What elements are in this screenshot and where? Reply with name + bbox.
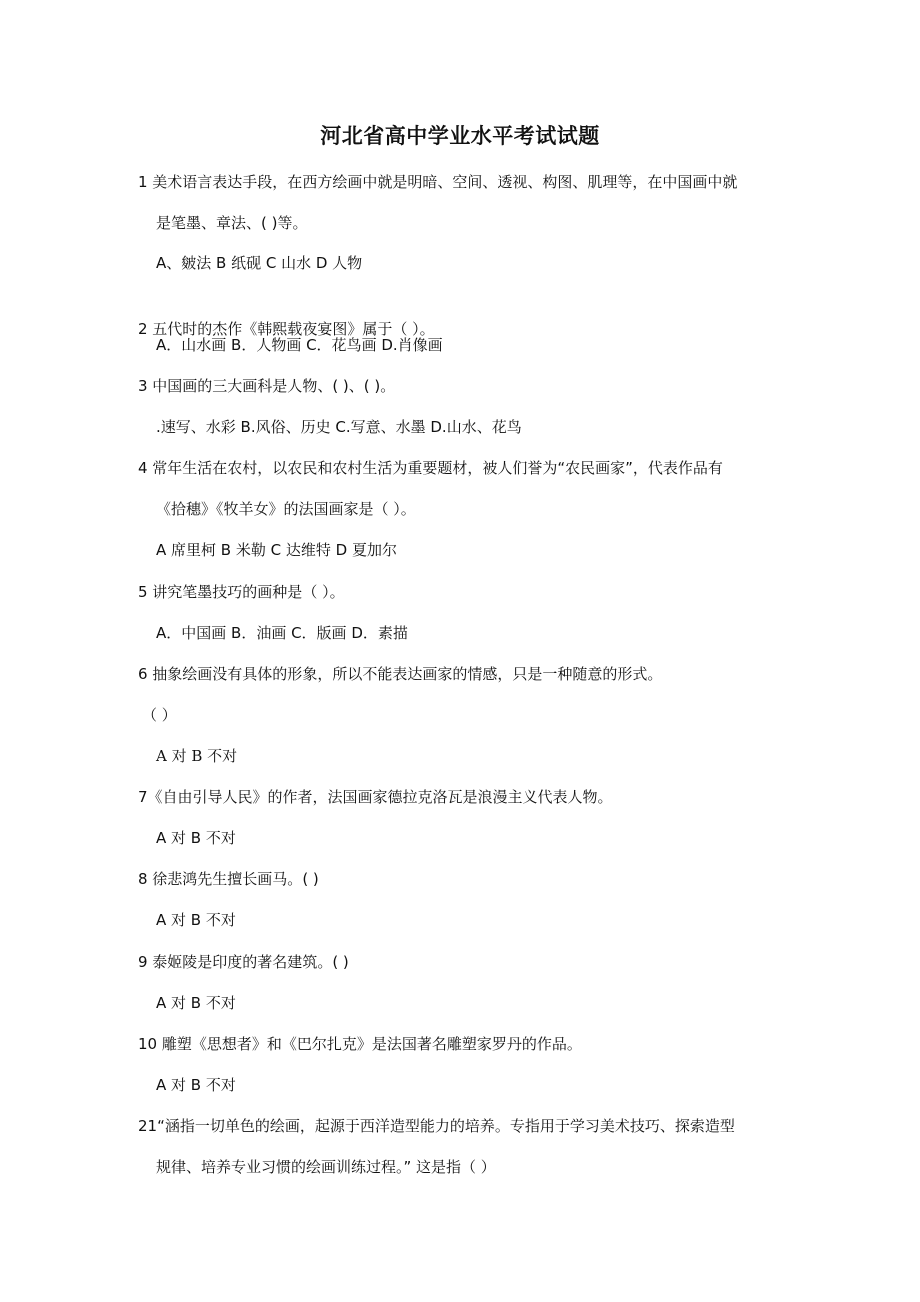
question-4-options: A 席里柯 B 米勒 C 达维特 D 夏加尔: [156, 541, 397, 559]
question-21-line-2: 规律、培养专业习惯的绘画训练过程。” 这是指（ ）: [156, 1158, 496, 1176]
question-6-answer-blank: （ ）: [142, 706, 177, 724]
question-7: 7《自由引导人民》的作者，法国画家德拉克洛瓦是浪漫主义代表人物。: [138, 788, 613, 806]
question-10-options: A 对 B 不对: [156, 1076, 236, 1094]
question-9: 9 泰姬陵是印度的著名建筑。( ): [138, 953, 349, 971]
question-5: 5 讲究笔墨技巧的画种是（ ）。: [138, 583, 345, 601]
document-title: 河北省高中学业水平考试试题: [320, 124, 600, 148]
question-10: 10 雕塑《思想者》和《巴尔扎克》是法国著名雕塑家罗丹的作品。: [138, 1035, 582, 1053]
question-2-options: A．山水画 B．人物画 C．花鸟画 D.肖像画: [156, 336, 443, 354]
question-6-options: A 对 B 不对: [156, 747, 238, 765]
question-1-options: A、皴法 B 纸砚 C 山水 D 人物: [156, 254, 363, 272]
question-3-options: .速写、水彩 B.风俗、历史 C.写意、水墨 D.山水、花鸟: [156, 418, 522, 436]
question-5-options: A．中国画 B．油画 C．版画 D．素描: [156, 624, 408, 642]
question-6: 6 抽象绘画没有具体的形象，所以不能表达画家的情感，只是一种随意的形式。: [138, 665, 663, 683]
question-7-options: A 对 B 不对: [156, 829, 236, 847]
question-2: 2 五代时的杰作《韩熙载夜宴图》属于（ ）。: [138, 320, 435, 338]
question-4-line-1: 4 常年生活在农村，以农民和农村生活为重要题材，被人们誉为“农民画家”，代表作品有: [138, 459, 723, 477]
question-21-line-1: 21“涵指一切单色的绘画，起源于西洋造型能力的培养。专指用于学习美术技巧、探索造型: [138, 1117, 735, 1135]
question-8: 8 徐悲鸿先生擅长画马。( ): [138, 870, 319, 888]
question-1-line-1: 1 美术语言表达手段，在西方绘画中就是明暗、空间、透视、构图、肌理等，在中国画中就: [138, 173, 738, 191]
question-9-options: A 对 B 不对: [156, 994, 236, 1012]
question-8-options: A 对 B 不对: [156, 911, 236, 929]
question-3: 3 中国画的三大画科是人物、( )、( )。: [138, 377, 396, 395]
question-4-line-2: 《拾穗》《牧羊女》的法国画家是（ ）。: [156, 500, 416, 518]
question-1-line-2: 是笔墨、章法、( )等。: [156, 214, 308, 232]
